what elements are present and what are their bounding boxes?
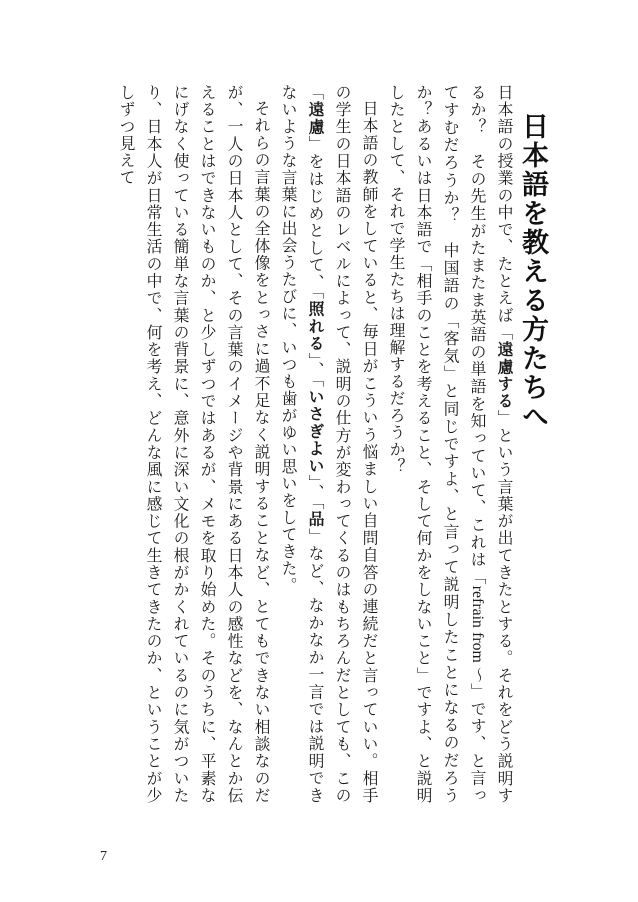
- emphasized-term: いさぎよい: [306, 388, 325, 475]
- emphasized-term: 遠慮: [306, 101, 325, 136]
- emphasized-term: 照れる: [306, 300, 325, 353]
- text-segment: それらの言葉の全体像をとっさに過不足なく説明することなど、とてもできない相談なのだが、一人の日本人として、その言葉のイメージや背景にある日本人の感性などを、なんとか伝えることはできないものか、と少しずつではあるが、メモを取り始めた。そのうちに、平素なにげなく使っている簡単な言葉の背景に、意外に深い文化の根がかくれているのに気がついたり、日本人が日常生活の中で、何を考え、どんな風に感じて生きてきたのか、ということが少しずつ見えて: [117, 84, 271, 804]
- text-segment: 日本語の授業の中で、たとえば「: [495, 84, 514, 342]
- text-segment: 」、「: [306, 352, 325, 389]
- paragraph-2: [275, 84, 383, 804]
- body-text: [78, 84, 518, 804]
- emphasized-term: 遠慮する: [495, 341, 514, 410]
- text-segment: 」という言葉が出てきたとする。それをどう説明するか？ その先生がたまたま英語の単語を知っていて、これは「: [468, 84, 514, 805]
- paragraph-3: [113, 84, 275, 804]
- text-segment: 」など、なかなか一言では説明できないような言葉に出会うたびに、いつも歯がゆい思いをしてきた。: [279, 84, 325, 805]
- text-segment: 日本語の教師をしていると、毎日がこういう悩ましい自問自答の連続だと言っていい。相手の学生の日本語のレベルによって、説明の仕方が変わってくるのはもちろんだとしても、この「: [306, 84, 379, 804]
- page-number: 7: [100, 849, 107, 864]
- latin-phrase: refrain from 〜: [469, 585, 486, 684]
- emphasized-term: 品: [306, 510, 325, 529]
- chapter-title: 日本語を教える方たちへ: [517, 112, 548, 431]
- paragraph-1: [383, 84, 518, 804]
- text-segment: 」です、と言ってすむだろうか？ 中国語の「客気」と同じですよ、と言って説明したことになるのだろうか？あるいは日本語で「相手のことを考えること、そして何かをしないこと」ですよ、と説明したとして、それで学生たちは理解するだろうか？: [387, 84, 487, 805]
- text-segment: 」、「: [306, 474, 325, 511]
- text-segment: 」をはじめとして、「: [306, 135, 325, 301]
